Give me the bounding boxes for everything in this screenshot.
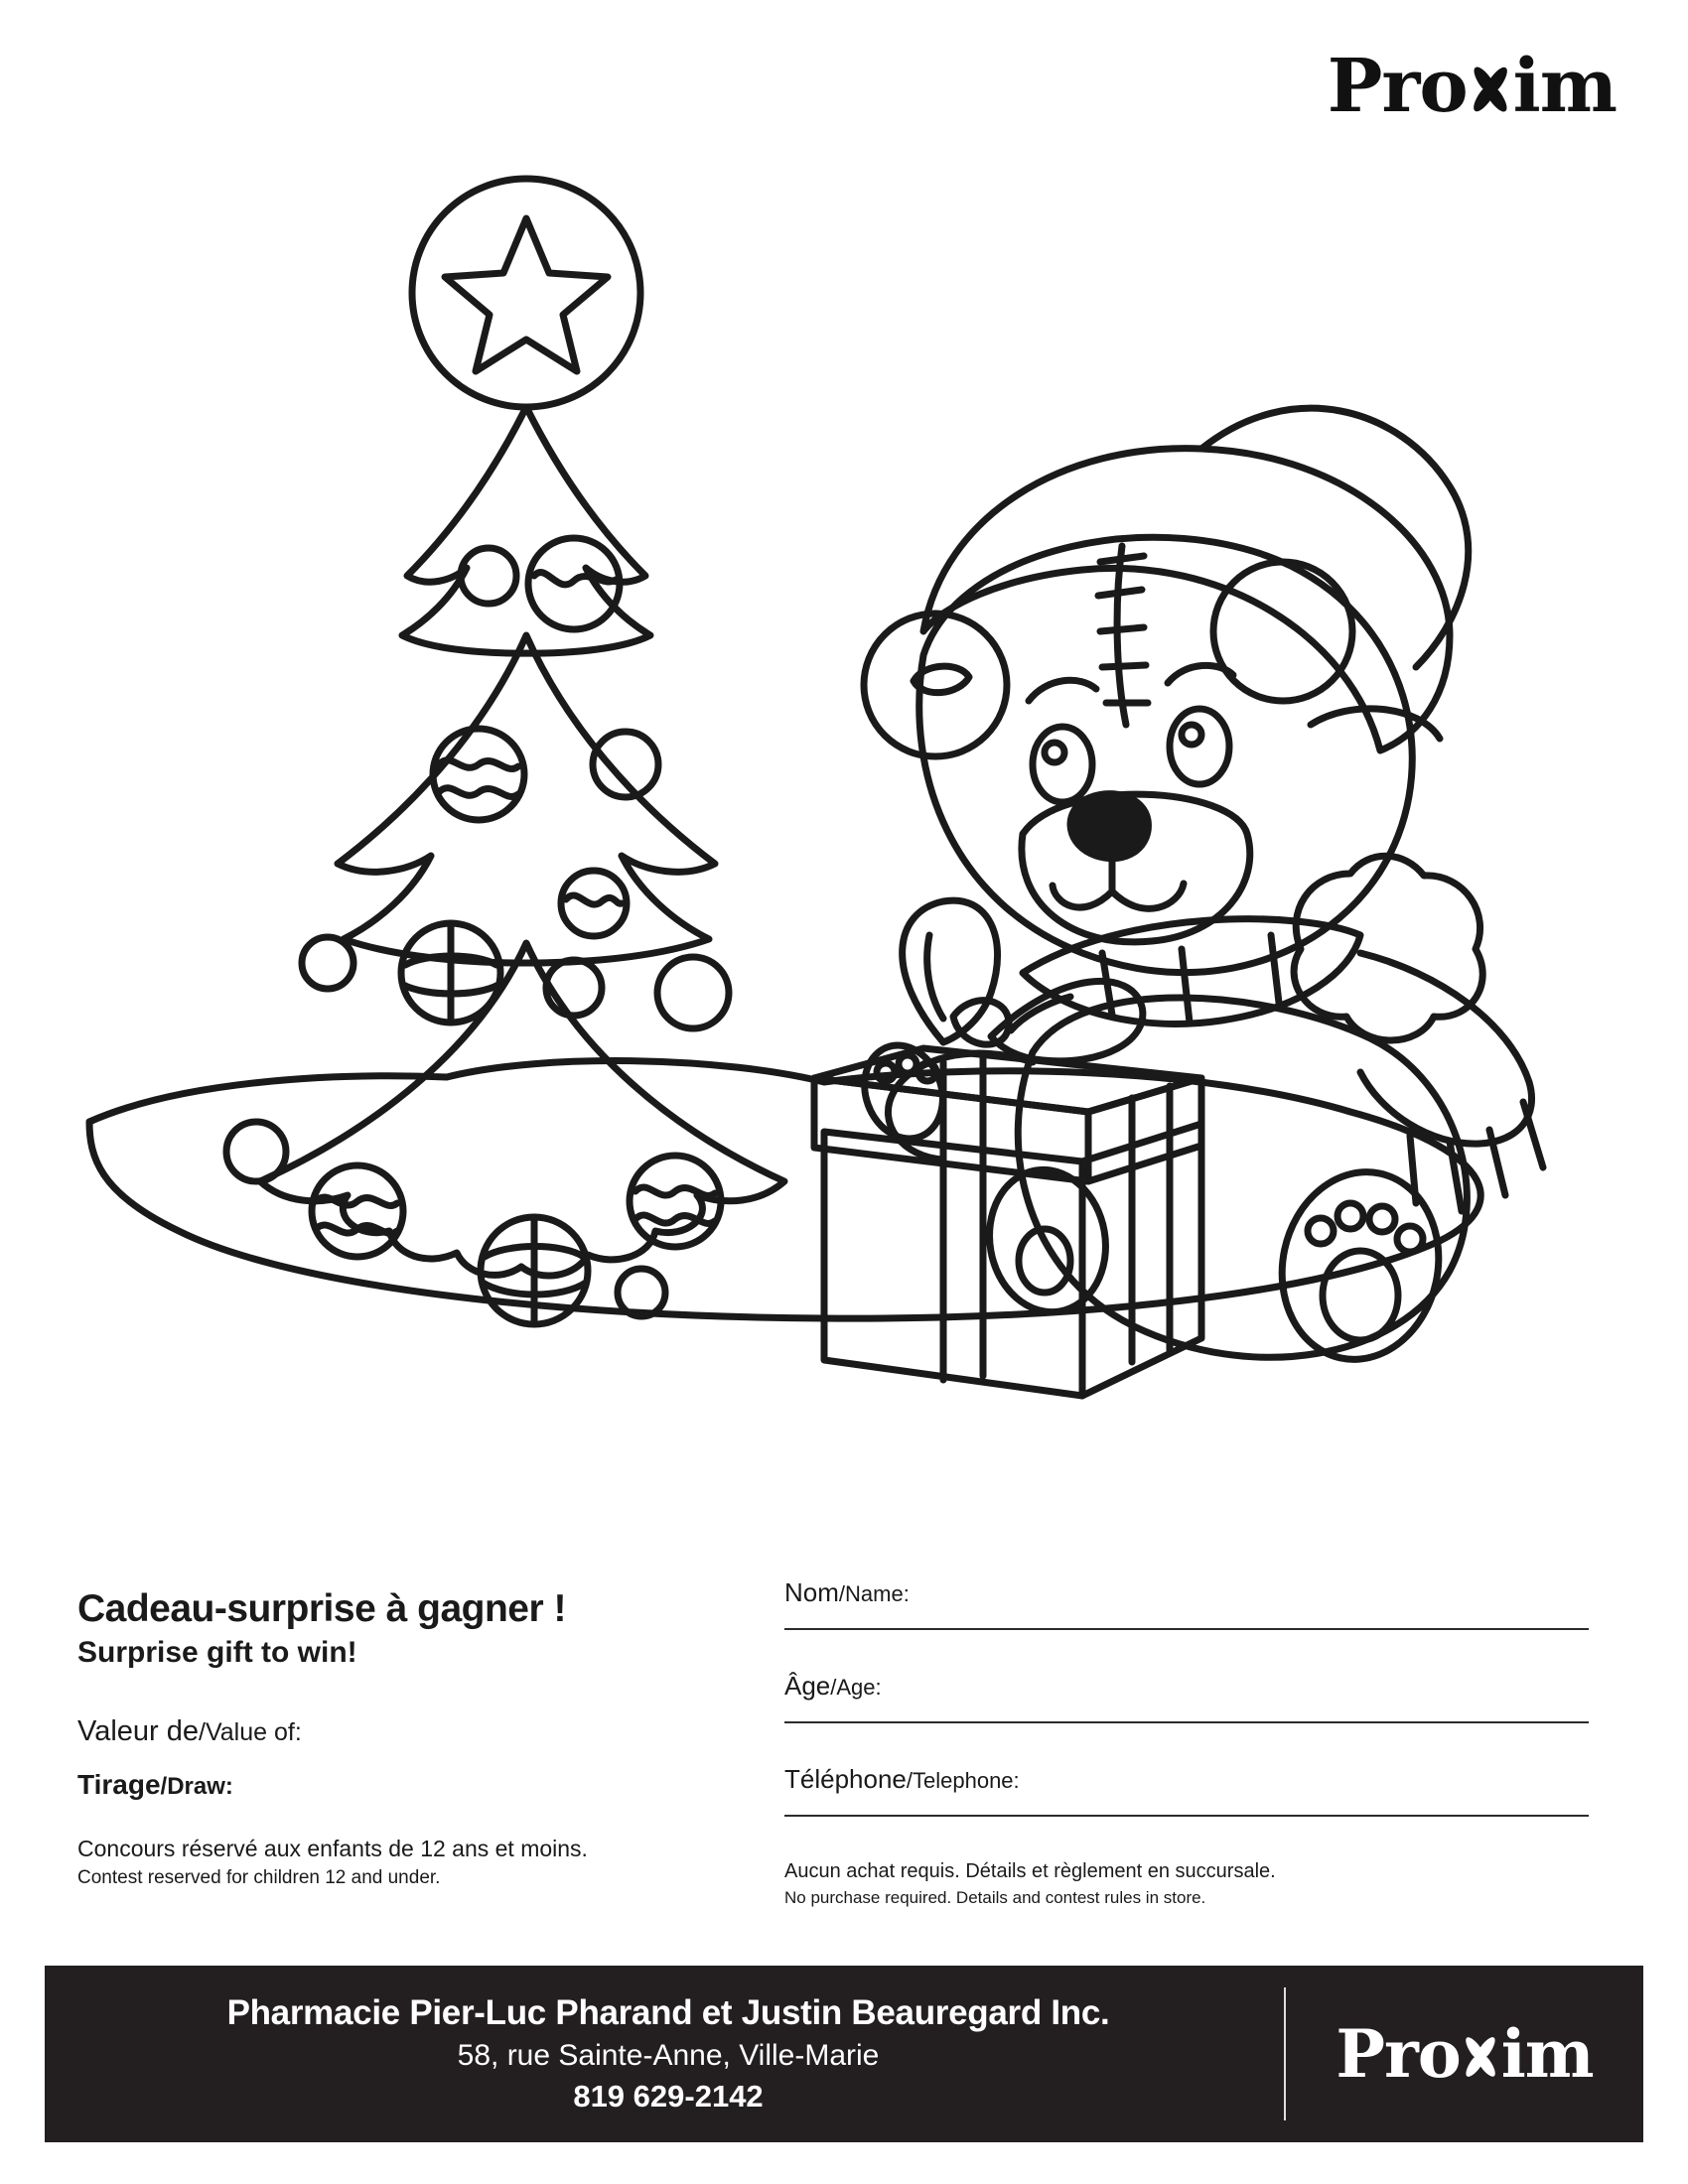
field-age-label [784,1672,1589,1701]
proxim-footer-text-left: Pro [1336,2015,1461,2093]
address-street: 58, rue Sainte-Anne, [457,2038,731,2072]
field-name-label-en: /Name: [838,1581,910,1606]
snow-ground-shape [89,1061,1480,1319]
legal-notice-en: No purchase required. Details and contest rules in store. [784,1888,1206,1907]
value-line [77,1714,753,1749]
draw-line [77,1769,753,1801]
field-telephone-label-fr: Téléphone [784,1764,907,1794]
proxim-logo-text-right: im [1512,44,1617,129]
christmas-tree-shape [226,179,784,1324]
draw-label-en: /Draw: [160,1772,233,1800]
field-telephone-label [784,1765,1589,1794]
contest-rules-fr: Concours réservé aux enfants de 12 ans et moins. [77,1835,588,1861]
proxim-logo-footer [1336,2015,1594,2093]
field-name-label-fr: Nom [784,1577,839,1607]
coloring-artwork [30,79,1658,1569]
contest-rules-en: Contest reserved for children 12 and under. [77,1867,441,1889]
field-name-label [784,1578,1589,1607]
promo-title-fr: Cadeau-surprise à gagner ! [77,1587,566,1630]
footer-bar [45,1966,1643,2142]
field-telephone[interactable] [784,1765,1589,1817]
proxim-x-flower-icon-footer [1461,2033,1501,2081]
field-age-label-en: /Age: [830,1675,882,1700]
field-name[interactable] [784,1578,1589,1630]
store-address [80,2039,1256,2074]
footer-store-info [45,1993,1284,2116]
pharmacy-name: Pharmacie Pier-Luc Pharand et Justin Beauregard Inc. [226,1992,1110,2032]
field-telephone-label-en: /Telephone: [906,1768,1020,1793]
value-label-fr: Valeur de [77,1714,199,1747]
promo-text-block [77,1588,753,1890]
value-label-en: /Value of: [199,1717,302,1746]
proxim-logo-text-left: Pro [1327,44,1468,129]
teddy-bear-shape [852,408,1543,1374]
legal-notice-fr: Aucun achat requis. Détails et règlement en succursale. [784,1860,1276,1882]
field-age[interactable] [784,1672,1589,1723]
draw-label-fr: Tirage [77,1768,161,1800]
footer-divider [1284,1987,1286,2120]
address-city: Ville-Marie [739,2038,880,2072]
entry-form [784,1578,1589,1909]
footer-logo-area [1286,2015,1643,2093]
store-phone: 819 629-2142 [573,2079,764,2115]
proxim-footer-text-right: im [1500,2015,1594,2093]
field-age-label-fr: Âge [784,1671,831,1701]
legal-notice [784,1858,1589,1909]
promo-title-en: Surprise gift to win! [77,1635,357,1669]
